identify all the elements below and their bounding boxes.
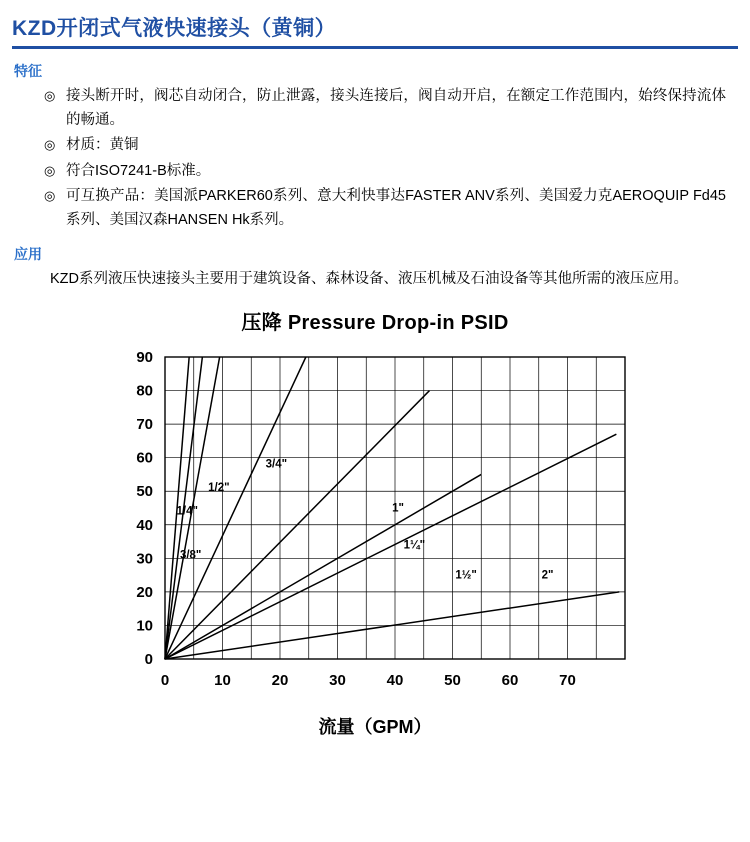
x-tick-label: 30	[329, 671, 346, 689]
list-item	[44, 160, 726, 183]
list-item-text: 接头断开时，阀芯自动闭合，防止泄露，接头连接后，阀自动开启，在额定工作范围内，始终保持流体的畅通。	[66, 88, 726, 128]
y-tick-label: 20	[136, 583, 153, 601]
list-item	[44, 134, 726, 157]
series-label: 3/8"	[179, 548, 202, 561]
series-label: 2"	[541, 569, 554, 582]
features-list	[0, 85, 750, 232]
y-tick-label: 90	[136, 348, 153, 366]
y-tick-label: 80	[136, 382, 153, 400]
list-item	[44, 85, 726, 132]
y-tick-label: 40	[136, 516, 153, 534]
list-item-text: 符合ISO7241-B标准。	[66, 162, 211, 179]
bullet-icon: ◎	[44, 88, 56, 104]
application-paragraph: KZD系列液压快速接头主要用于建筑设备、森林设备、液压机械及石油设备等其他所需的液压应用。	[50, 271, 688, 288]
y-tick-label: 30	[136, 549, 153, 567]
y-tick-label: 10	[136, 617, 153, 635]
page-title: KZD开闭式气液快速接头（黄铜）	[12, 17, 337, 40]
series-label: 1½"	[455, 569, 477, 582]
series-label: 3/4"	[265, 458, 288, 471]
pressure-drop-chart	[0, 306, 750, 739]
series-label: 1"	[392, 501, 404, 514]
y-tick-label: 60	[136, 449, 153, 467]
series-label: 1/4"	[176, 505, 198, 518]
series-line	[165, 474, 481, 659]
bullet-icon: ◎	[44, 162, 56, 178]
list-item-text: 可互换产品：美国派PARKER60系列、意大利快事达FASTER ANV系列、美国爱力克AEROQUIP Fd45系列、美国汉森HANSEN Hk系列。	[66, 188, 726, 228]
series-label: 1¼"	[403, 538, 426, 551]
x-tick-label: 10	[214, 671, 231, 689]
x-tick-label: 0	[160, 671, 170, 689]
x-tick-label: 20	[271, 671, 289, 689]
chart-canvas	[0, 341, 750, 711]
chart-x-axis-label: 流量（GPM）	[318, 716, 432, 737]
y-tick-label: 50	[136, 482, 153, 500]
series-label: 1/2"	[208, 481, 230, 494]
chart-svg	[95, 341, 655, 711]
x-tick-label: 70	[559, 671, 576, 689]
y-tick-label: 0	[144, 650, 153, 668]
x-tick-label: 40	[386, 671, 404, 689]
x-tick-label: 60	[501, 671, 519, 689]
application-heading: 应用	[14, 246, 42, 263]
bullet-icon: ◎	[44, 137, 56, 153]
bullet-icon: ◎	[44, 188, 56, 204]
chart-title: 压降 Pressure Drop-in PSID	[241, 311, 509, 334]
x-tick-label: 50	[444, 671, 461, 689]
list-item	[44, 185, 726, 232]
features-heading: 特征	[14, 63, 42, 80]
y-tick-label: 70	[136, 415, 153, 433]
page-title-bar	[12, 16, 738, 49]
list-item-text: 材质：黄铜	[66, 137, 139, 154]
